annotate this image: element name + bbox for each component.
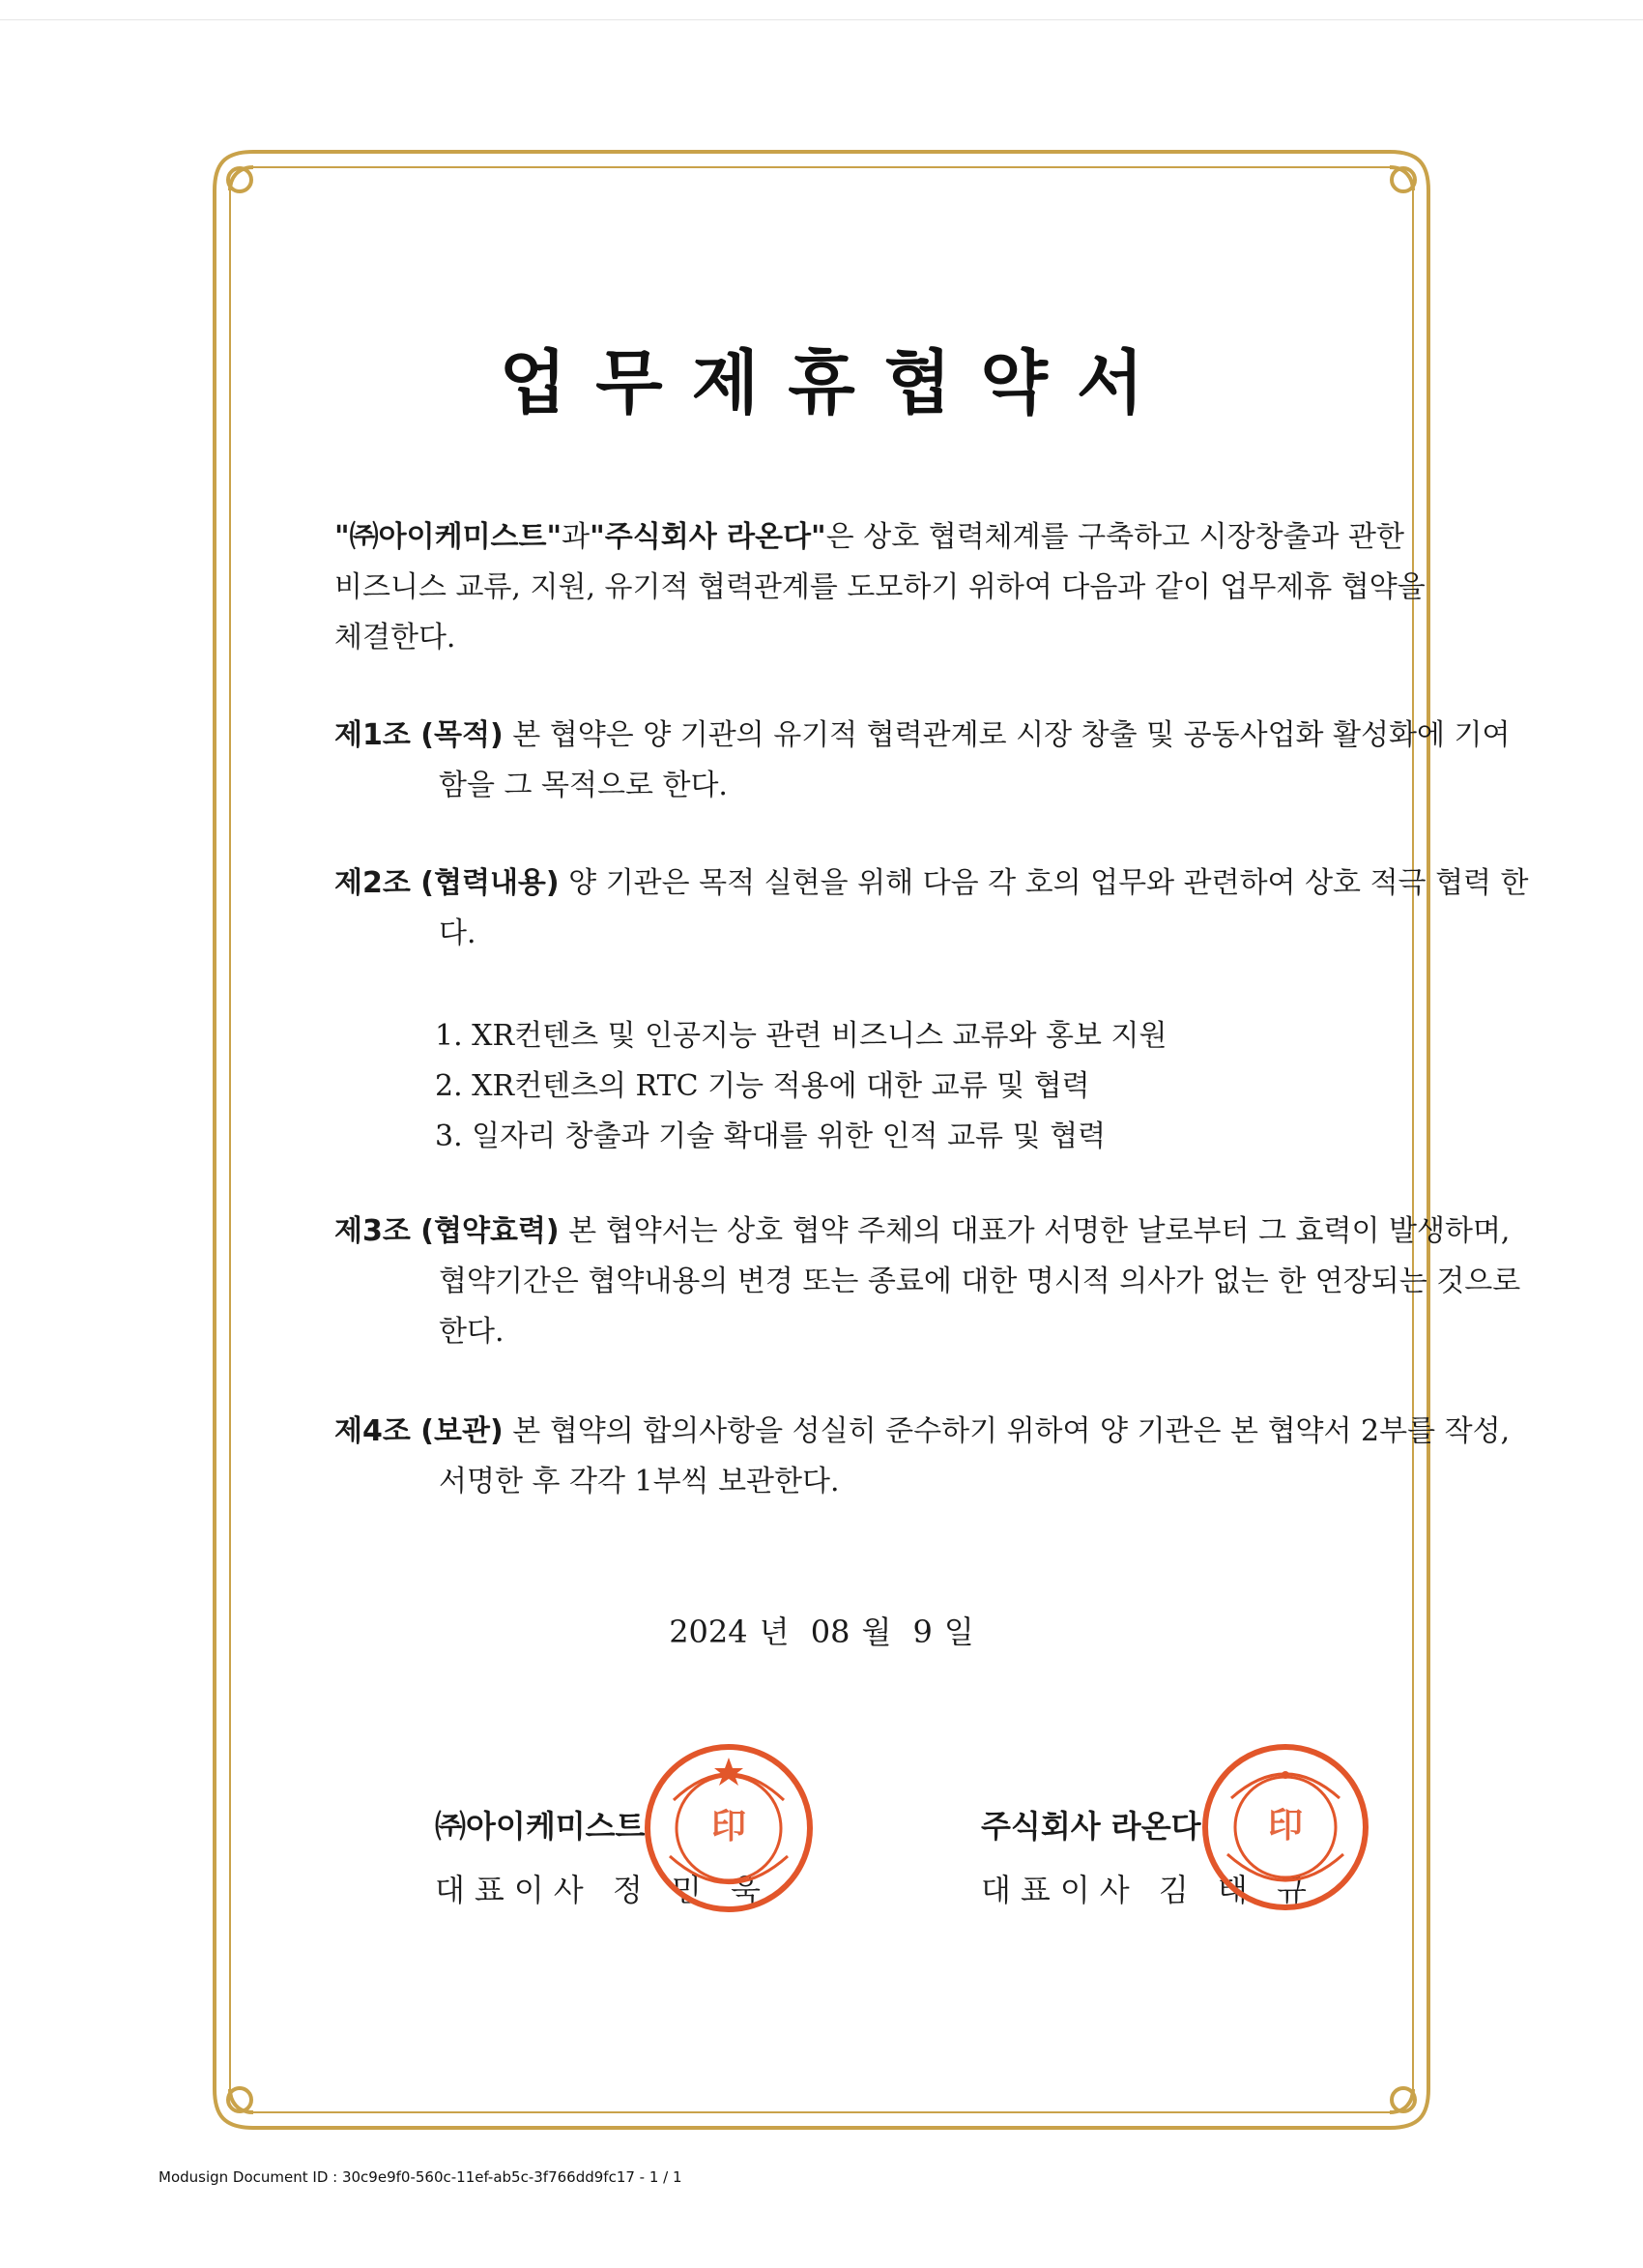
article-4-body: 본 협약의 합의사항을 성실히 준수하기 위하여 양 기관은 본 협약서 2부를 작성, 서명한 후 각각 1부씩 보관한다.	[439, 1414, 1511, 1498]
article-3	[334, 1207, 1536, 1357]
article-4-heading: 제4조 (보관)	[334, 1414, 504, 1448]
date-day-unit: 일	[943, 1614, 974, 1650]
article-2	[334, 858, 1536, 959]
intro-paragraph	[334, 512, 1431, 663]
date-year-unit: 년	[759, 1614, 790, 1650]
list-item-2: 2. XR컨텐츠의 RTC 기능 적용에 대한 교류 및 협력	[435, 1069, 1090, 1103]
signatory-b-representative: 대표이사 김 태 규	[981, 1872, 1316, 1908]
article-2-body: 양 기관은 목적 실현을 위해 다음 각 호의 업무와 관련하여 상호 적극 협력 한다.	[439, 866, 1529, 950]
intro-body: 은 상호 협력체계를 구축하고 시장창출과 관한 비즈니스 교류, 지원, 유기적 협력관계를 도모하기 위하여 다음과 같이 업무제휴 협약을 체결한다.	[334, 520, 1426, 654]
signatory-b-company: 주식회사 라온다	[981, 1808, 1201, 1845]
document-title: 업무제휴협약서	[499, 341, 1173, 423]
article-2-heading: 제2조 (협력내용)	[334, 866, 560, 900]
article-4	[334, 1407, 1536, 1507]
company-seal-b	[1198, 1740, 1372, 1914]
article-3-heading: 제3조 (협약효력)	[334, 1214, 560, 1248]
party-b-name: "주식회사 라온다"	[590, 520, 826, 554]
signatory-a-representative: 대표이사 정 민 욱	[435, 1872, 770, 1908]
intro-connector: 과	[562, 520, 591, 554]
date-month-unit: 월	[861, 1614, 892, 1650]
date-month: 08	[810, 1614, 850, 1650]
document-id-footer: Modusign Document ID : 30c9e9f0-560c-11ef-ab5c-3f766dd9fc17 - 1 / 1	[159, 2168, 682, 2186]
company-seal-a	[641, 1740, 817, 1916]
article-1	[334, 711, 1536, 811]
party-a-name: "㈜아이케미스트"	[334, 520, 562, 554]
article-1-body: 본 협약은 양 기관의 유기적 협력관계로 시장 창출 및 공동사업화 활성화에 기여함을 그 목적으로 한다.	[439, 718, 1511, 802]
list-item-1: 1. XR컨텐츠 및 인공지능 관련 비즈니스 교류와 홍보 지원	[435, 1019, 1167, 1053]
date-year: 2024	[669, 1614, 748, 1650]
article-3-body: 본 협약서는 상호 협약 주체의 대표가 서명한 날로부터 그 효력이 발생하며, 협약기간은 협약내용의 변경 또는 종료에 대한 명시적 의사가 없는 한 연장되는 것으로 한다.	[439, 1214, 1521, 1349]
article-1-heading: 제1조 (목적)	[334, 718, 504, 752]
signatory-a-company: ㈜아이케미스트	[435, 1808, 646, 1845]
svg-text:印: 印	[710, 1807, 747, 1846]
list-item-3: 3. 일자리 창출과 기술 확대를 위한 인적 교류 및 협력	[435, 1119, 1107, 1153]
date-day: 9	[912, 1614, 933, 1650]
svg-text:印: 印	[1267, 1806, 1304, 1846]
agreement-date	[0, 1608, 1643, 1652]
